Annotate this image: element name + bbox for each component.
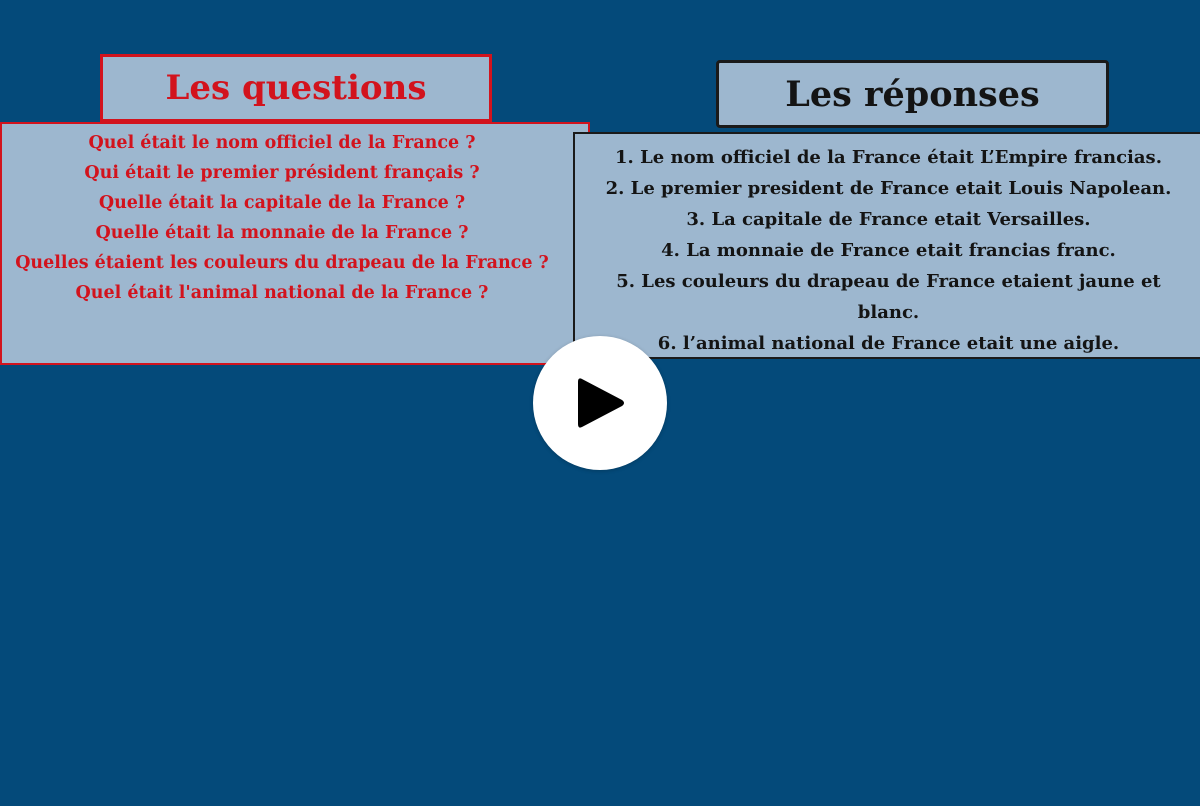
- play-button[interactable]: [533, 336, 667, 470]
- play-icon: [572, 373, 628, 433]
- answer-line: 5. Les couleurs du drapeau de France etaient jaune et: [616, 271, 1161, 292]
- question-item: Quel était le nom officiel de la France ?: [88, 133, 476, 153]
- question-item: Quelles étaient les couleurs du drapeau de la France ?: [15, 253, 549, 273]
- question-item: Qui était le premier président français ?: [84, 163, 480, 183]
- question-item: Quelle était la capitale de la France ?: [98, 193, 466, 213]
- answer-line: 1. Le nom officiel de la France était L’Empire francias.: [615, 147, 1162, 168]
- questions-panel: [0, 122, 590, 365]
- answer-line: 3. La capitale de France etait Versailles.: [686, 209, 1091, 230]
- answer-line: 6. l’animal national de France etait une aigle.: [657, 333, 1120, 354]
- question-item: Quelle était la monnaie de la France ?: [95, 223, 469, 243]
- questions-title: Les questions: [100, 54, 492, 122]
- question-item: Quel était l'animal national de la France ?: [75, 283, 489, 303]
- answer-line: 4. La monnaie de France etait francias franc.: [661, 240, 1116, 261]
- answers-title: Les réponses: [716, 60, 1109, 128]
- answers-panel: [573, 132, 1200, 359]
- answer-line: 2. Le premier president de France etait Louis Napolean.: [605, 178, 1172, 199]
- answer-line: blanc.: [857, 302, 920, 323]
